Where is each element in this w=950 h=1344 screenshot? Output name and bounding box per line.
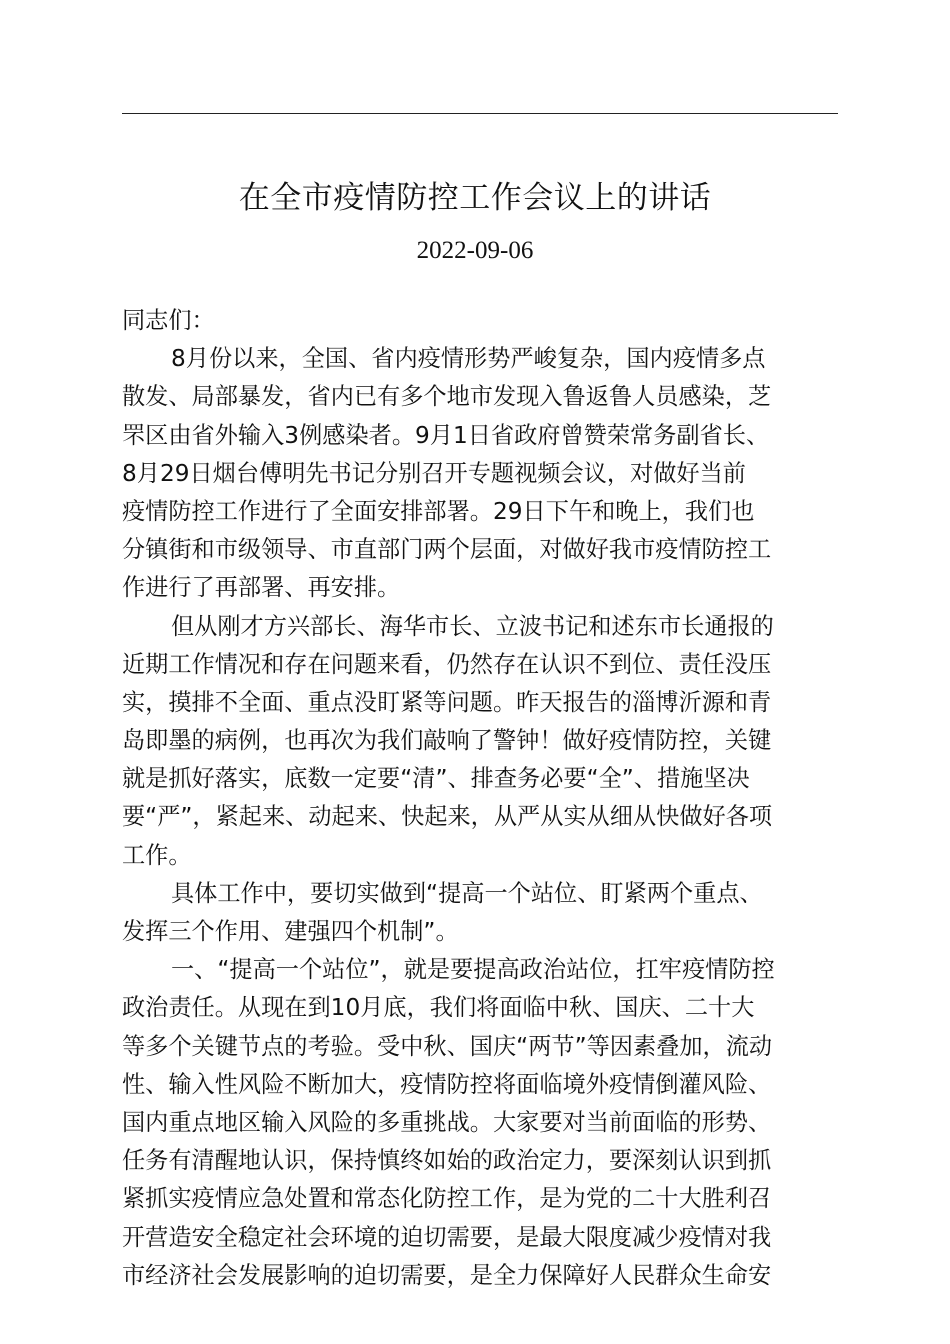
body-line: 开营造安全稳定社会环境的迫切需要，是最大限度减少疫情对我: [122, 1223, 772, 1251]
body-line: 近期工作情况和存在问题来看，仍然存在认识不到位、责任没压: [122, 650, 772, 678]
body-line: 8月29日烟台傅明先书记分别召开专题视频会议，对做好当前: [122, 459, 746, 487]
body-line: 岛即墨的病例，也再次为我们敲响了警钟！做好疫情防控，关键: [122, 727, 772, 755]
document-body: [122, 302, 838, 1295]
body-line: 就是抓好落实，底数一定要“清”、排查务必要“全”、措施坚决: [122, 765, 750, 793]
body-line: 散发、局部暴发，省内已有多个地市发现入鲁返鲁人员感染，芝: [122, 383, 772, 411]
body-line: 工作。: [122, 841, 192, 869]
body-line: 市经济社会发展影响的迫切需要，是全力保障好人民群众生命安: [122, 1261, 772, 1289]
body-line: 性、输入性风险不断加大，疫情防控将面临境外疫情倒灌风险、: [122, 1070, 772, 1098]
header-rule: [122, 113, 838, 114]
body-line: 具体工作中，要切实做到“提高一个站位、盯紧两个重点、: [171, 879, 763, 907]
body-line: 实，摸排不全面、重点没盯紧等问题。昨天报告的淄博沂源和青: [122, 688, 772, 716]
body-line: 疫情防控工作进行了全面安排部署。29日下午和晚上，我们也: [122, 497, 755, 525]
body-line: 国内重点地区输入风险的多重挑战。大家要对当前面临的形势、: [122, 1108, 772, 1136]
body-line: 作进行了再部署、再安排。: [122, 574, 401, 602]
body-line: 要“严”，紧起来、动起来、快起来，从严从实从细从快做好各项: [122, 803, 773, 831]
body-line: 罘区由省外输入3例感染者。9月1日省政府曾赞荣常务副省长、: [122, 421, 770, 449]
body-line: 同志们：: [122, 307, 215, 334]
body-line: 紧抓实疫情应急处置和常态化防控工作，是为党的二十大胜利召: [122, 1185, 772, 1213]
body-line: 分镇街和市级领导、市直部门两个层面，对做好我市疫情防控工: [122, 536, 772, 564]
document-title: 在全市疫情防控工作会议上的讲话: [238, 180, 712, 216]
body-line: 发挥三个作用、建强四个机制”。: [122, 918, 459, 945]
body-line: 任务有清醒地认识，保持慎终如始的政治定力，要深刻认识到抓: [122, 1147, 772, 1175]
body-line: 等多个关键节点的考验。受中秋、国庆“两节”等因素叠加，流动: [122, 1032, 773, 1060]
document-date: 2022-09-06: [416, 237, 534, 264]
body-line: 一、“提高一个站位”，就是要提高政治站位，扛牢疫情防控: [171, 956, 775, 984]
body-line: 政治责任。从现在到10月底，我们将面临中秋、国庆、二十大: [122, 994, 755, 1022]
body-line: 但从刚才方兴部长、海华市长、立波书记和述东市长通报的: [171, 612, 774, 640]
body-line: 8月份以来，全国、省内疫情形势严峻复杂，国内疫情多点: [171, 345, 766, 373]
